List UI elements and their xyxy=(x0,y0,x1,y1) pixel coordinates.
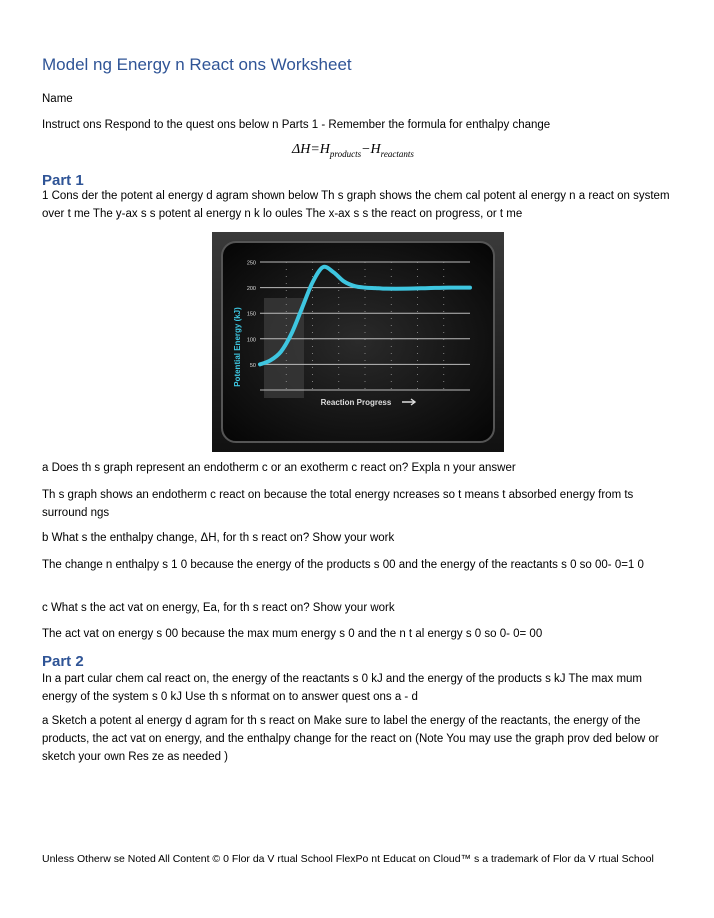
y-tick-label: 200 xyxy=(246,286,256,293)
footer-copyright: Unless Otherw se Noted All Content © 0 Flor da V rtual School FlexPo nt Educat on Cloud™ s a trademark of Flor da V rtual School xyxy=(42,853,654,865)
part2-question-a: a Sketch a potent al energy d agram for th s react on Make sure to label the energy of the reactants, the energy of the products, the act vat on energy, and the enthalpy change for the react on (Note You may use the graph prov ded below or sketch your own Res ze as needed ) xyxy=(42,715,659,763)
part2-heading: Part 2 xyxy=(42,653,84,670)
y-tick-label: 100 xyxy=(246,337,256,344)
part1-answer-a: Th s graph shows an endotherm c react on because the total energy ncreases so t means t absorbed energy from ts surround ngs xyxy=(42,489,634,519)
formula-minus: − xyxy=(361,142,371,157)
formula-h1: H xyxy=(300,142,311,157)
y-axis-label: Potential Energy (kJ) xyxy=(233,307,242,387)
part1-question-a: a Does th s graph represent an endotherm c or an exotherm c react on? Expla n your answer xyxy=(42,462,516,474)
formula-delta: Δ xyxy=(292,142,301,157)
x-axis-label: Reaction Progress xyxy=(320,398,392,407)
part1-intro: 1 Cons der the potent al energy d agram shown below Th s graph shows the chem cal potent al energy n a react on system over t me The y-ax s s potent al energy n k lo oules The x-ax s s the react on progress, or t me xyxy=(42,190,670,220)
part2-intro: In a part cular chem cal react on, the energy of the reactants s 0 kJ and the energy of the products s kJ The max mum energy of the system s 0 kJ Use th s nformat on to answer quest ons a - d xyxy=(42,673,643,703)
part1-question-c: c What s the act vat on energy, Ea, for th s react on? Show your work xyxy=(42,602,395,614)
formula-h2: H xyxy=(319,142,330,157)
part1-heading: Part 1 xyxy=(42,172,84,189)
part1-answer-b: The change n enthalpy s 1 0 because the energy of the products s 00 and the energy of the reactants s 0 so 00- 0=1 0 xyxy=(42,559,644,571)
formula-products: products xyxy=(329,148,362,159)
page-title: Model ng Energy n React ons Worksheet xyxy=(42,55,352,74)
enthalpy-formula xyxy=(292,142,452,159)
formula-reactants: reactants xyxy=(380,148,414,159)
part1-question-b: b What s the enthalpy change, ΔH, for th s react on? Show your work xyxy=(42,532,395,544)
y-tick-label: 150 xyxy=(246,311,256,318)
instructions: Instruct ons Respond to the quest ons below n Parts 1 - Remember the formula for enthalpy change xyxy=(42,119,551,131)
y-tick-label: 250 xyxy=(246,260,256,267)
graph-panel xyxy=(222,242,494,442)
part1-answer-c: The act vat on energy s 00 because the max mum energy s 0 and the n t al energy s 0 so 0- 0= 00 xyxy=(42,628,543,640)
formula-eq: = xyxy=(310,142,320,157)
potential-energy-graph xyxy=(212,232,504,452)
name-label: Name xyxy=(42,93,73,105)
y-tick-label: 50 xyxy=(249,362,256,369)
formula-h3: H xyxy=(370,142,381,157)
